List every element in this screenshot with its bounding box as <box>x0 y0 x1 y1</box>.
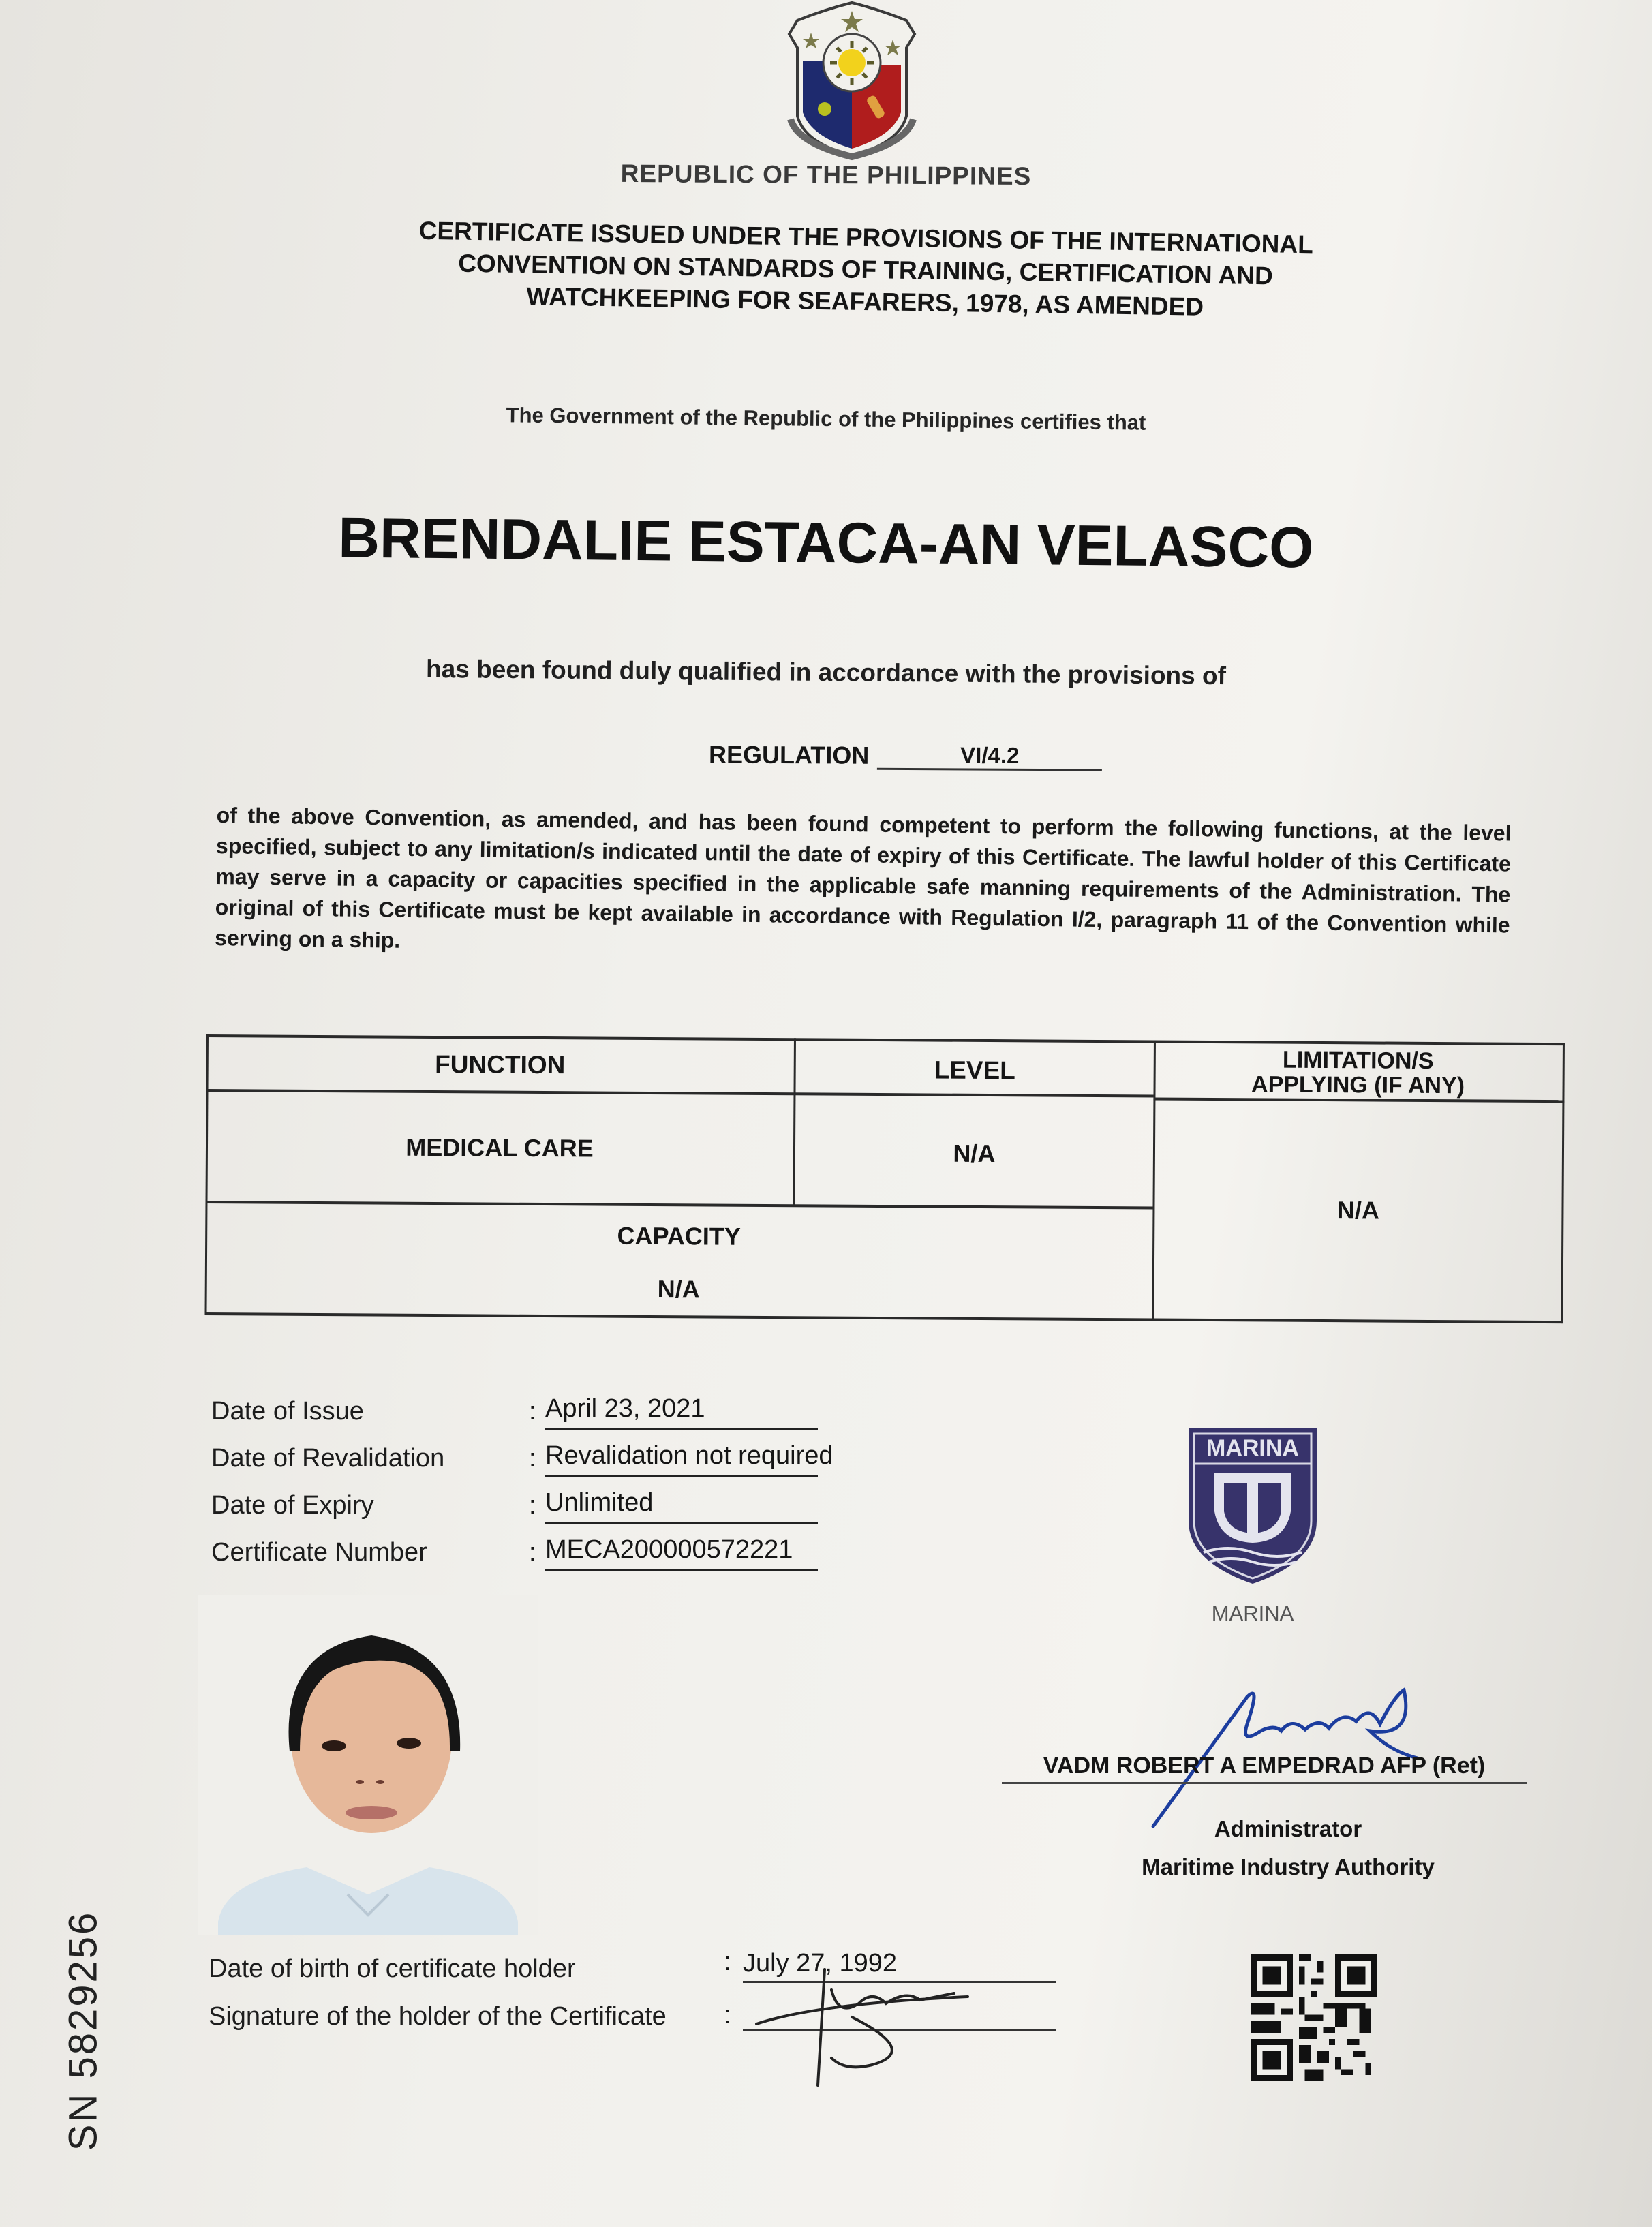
country-title: REPUBLIC OF THE PHILIPPINES <box>620 159 1032 191</box>
regulation-value: VI/4.2 <box>877 742 1102 771</box>
serial-number: SN 5829256 <box>61 1910 106 2151</box>
philippine-coat-of-arms-icon <box>770 0 934 164</box>
holder-signature-label: Signature of the holder of the Certificate <box>209 2002 667 2031</box>
signature-colon: : <box>724 2001 731 2029</box>
date-of-revalidation-value: Revalidation not required <box>545 1441 818 1477</box>
certifies-statement: The Government of the Republic of the Philippines certifies that <box>506 403 1146 435</box>
detail-colon: : <box>529 1538 536 1567</box>
holder-name: BRENDALIE ESTACA-AN VELASCO <box>337 505 1315 580</box>
level-value: N/A <box>953 1139 996 1168</box>
heading-line: CERTIFICATE ISSUED UNDER THE PROVISIONS OF THE INTERNATIONAL <box>418 216 1314 259</box>
detail-label: Certificate Number <box>211 1538 427 1567</box>
date-of-issue-value: April 23, 2021 <box>545 1394 818 1430</box>
signatory-title: Administrator <box>1214 1816 1362 1841</box>
logo-text: MARINA <box>1206 1435 1299 1461</box>
signatory-name: VADM ROBERT A EMPEDRAD AFP (Ret) <box>1002 1753 1527 1784</box>
qr-code <box>1251 1954 1377 2081</box>
signatory-organization: Maritime Industry Authority <box>1142 1854 1435 1879</box>
function-table <box>204 1034 1564 1323</box>
header-level: LEVEL <box>934 1056 1015 1085</box>
certificate-number-value: MECA200000572221 <box>545 1535 818 1571</box>
holder-signature <box>750 1963 995 2092</box>
date-of-expiry-value: Unlimited <box>545 1488 818 1524</box>
regulation-row <box>709 740 1103 771</box>
detail-label: Date of Revalidation <box>211 1444 445 1473</box>
dob-label: Date of birth of certificate holder <box>209 1954 576 1983</box>
detail-label: Date of Expiry <box>211 1491 374 1520</box>
heading-line: CONVENTION ON STANDARDS OF TRAINING, CERTIFICATION AND <box>457 249 1274 290</box>
holder-photo <box>198 1595 538 1935</box>
detail-colon: : <box>529 1491 536 1520</box>
detail-colon: : <box>529 1444 536 1473</box>
dob-colon: : <box>724 1948 731 1976</box>
certificate-heading <box>381 214 1350 325</box>
regulation-label: REGULATION <box>708 740 870 769</box>
limitations-value: N/A <box>1336 1196 1380 1225</box>
competency-paragraph: of the above Convention, as amended, and has been found competent to perform the following functions, at the level specified, subject to any limitation/s indicated until the date of expiry of this Certificate. The lawful holder of this Certificate may serve in a capacity or capacities specified in the applicable safe manning requirements of the Administration. The original of this Certificate must be kept available in accordance with Regulation I/2, paragraph 11 of the Convention while serving on a ship. <box>214 802 1512 953</box>
capacity-value: N/A <box>657 1275 700 1304</box>
capacity-label: CAPACITY <box>617 1221 741 1250</box>
detail-colon: : <box>529 1397 536 1426</box>
detail-label: Date of Issue <box>211 1397 364 1426</box>
marina-logo-icon <box>1186 1426 1319 1586</box>
dob-value: July 27, 1992 <box>743 1949 1056 1983</box>
marina-caption: MARINA <box>1211 1601 1294 1625</box>
header-function: FUNCTION <box>435 1050 566 1079</box>
header-limitations: LIMITATION/S APPLYING (IF ANY) <box>1251 1047 1465 1099</box>
function-value: MEDICAL CARE <box>406 1133 594 1163</box>
heading-line: WATCHKEEPING FOR SEAFARERS, 1978, AS AMENDED <box>526 282 1204 321</box>
qualification-intro: has been found duly qualified in accordance with the provisions of <box>425 654 1227 690</box>
